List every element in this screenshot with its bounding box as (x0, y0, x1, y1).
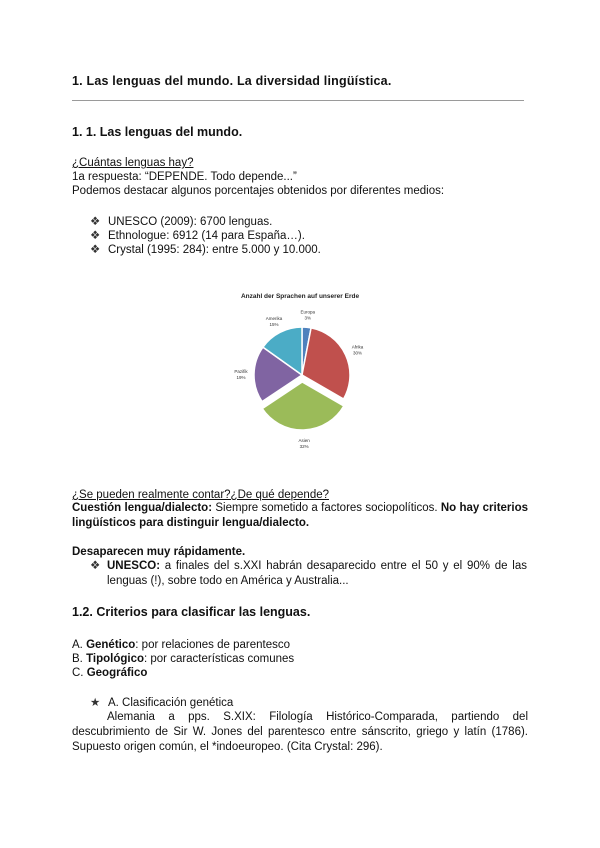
genetic-paragraph-rest: de Sir W. Jones del parentesco entre sánscrito, griego y latín (1786). Supuesto origen común, el *indoeuropeo. (Cita Crystal: 296). (72, 726, 528, 753)
source-item (90, 243, 321, 257)
source-item (90, 229, 305, 243)
slice-label: Pazifik (234, 369, 248, 375)
criterion-prefix: A. (72, 639, 87, 651)
question-count: ¿Se pueden realmente contar?¿De qué depende? (72, 489, 330, 501)
diamond-bullet-icon: ❖ (90, 230, 101, 242)
slice-label: Europa (300, 309, 316, 315)
slice-label: Asien (298, 437, 310, 443)
slice-value-label: 15% (269, 321, 279, 327)
cuestion-paragraph (72, 501, 528, 531)
slice-value-label: 19% (236, 375, 246, 381)
heading-1-2: 1.2. Criterios para clasificar las lenguas. (72, 605, 311, 619)
chart-title: Anzahl der Sprachen auf unserer Erde (240, 293, 360, 300)
slice-value-label: 30% (352, 350, 362, 356)
diamond-bullet-icon: ❖ (90, 216, 101, 228)
source-text: Ethnologue: 6912 (14 para España…). (108, 230, 305, 242)
first-answer: 1a respuesta: “DEPENDE. Todo depende...” (72, 171, 297, 183)
source-text: UNESCO (2009): 6700 lenguas. (108, 216, 273, 228)
source-item (90, 215, 272, 229)
cuestion-text: Siempre sometido a factores sociopolíticos. (212, 502, 441, 514)
cuestion-bold-text: No hay criterios lingüísticos para distinguir lengua/dialecto. (72, 502, 529, 529)
criterion-item (72, 666, 147, 680)
heading-1-1: 1. 1. Las lenguas del mundo. (72, 125, 243, 139)
intro-text: Podemos destacar algunos porcentajes obtenidos por diferentes medios: (72, 185, 445, 197)
unesco-bullet (90, 559, 108, 573)
criterion-prefix: C. (72, 667, 87, 679)
pie-chart (210, 285, 390, 460)
genetic-paragraph-line1: Alemania a pps. S.XIX: Filología Histórico-Comparada, partiendo del descubrimiento (72, 711, 528, 738)
unesco-label: UNESCO: (107, 560, 161, 572)
source-text: Crystal (1995: 284): entre 5.000 y 10.000. (108, 244, 321, 256)
criterion-item (72, 638, 290, 652)
genetic-paragraph (72, 710, 528, 755)
unesco-text: a finales del s.XXI habrán desaparecido entre el 50 y el 90% de las lenguas (!), sobre todo en América y Australia... (107, 560, 527, 587)
slice-label: Amerika (265, 315, 283, 321)
slice-value-label: 32% (299, 443, 309, 449)
horizontal-rule (72, 100, 524, 101)
criterion-name: Geográfico (86, 667, 148, 679)
criterion-name: Genético (86, 639, 136, 651)
slice-label: Afrika (351, 344, 364, 350)
diamond-bullet-icon: ❖ (90, 244, 101, 256)
criterion-desc: : por características comunes (143, 653, 295, 665)
criterion-desc: : por relaciones de parentesco (135, 639, 290, 651)
question-how-many: ¿Cuántas lenguas hay? (72, 157, 194, 169)
slice-value-label: 3% (304, 315, 312, 321)
subhead-item (90, 696, 233, 710)
criterion-item (72, 652, 294, 666)
heading-1: 1. Las lenguas del mundo. La diversidad lingüística. (72, 74, 392, 88)
diamond-bullet-icon: ❖ (90, 560, 101, 572)
cuestion-label: Cuestión lengua/dialecto: (72, 502, 213, 514)
desaparecen-heading: Desaparecen muy rápidamente. (72, 546, 246, 558)
star-bullet-icon: ★ (90, 697, 101, 709)
criterion-prefix: B. (72, 653, 87, 665)
subhead-text: A. Clasificación genética (108, 697, 234, 709)
unesco-paragraph (107, 559, 527, 589)
criterion-name: Tipológico (86, 653, 144, 665)
